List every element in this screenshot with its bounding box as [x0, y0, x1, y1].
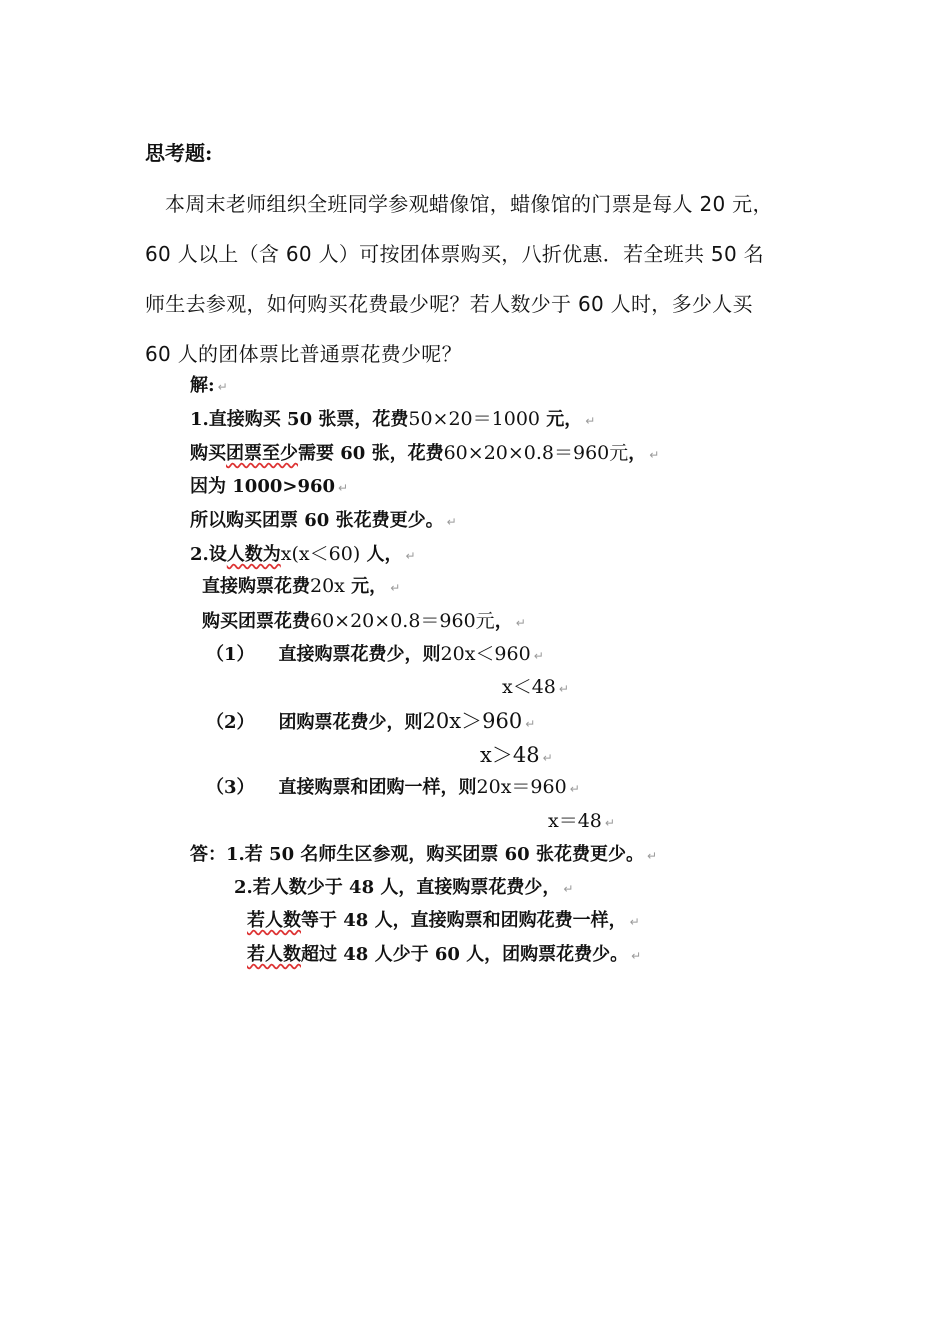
step-tail: 人， — [360, 544, 403, 565]
spellcheck-text: 若人数 — [247, 944, 301, 965]
answer-text: 2.若人数少于 48 人，直接购票花费少， — [234, 877, 561, 898]
case-math: 20x＜960 — [440, 643, 531, 665]
problem-line-4: 60 人的团体票比普通票花费少呢？ — [145, 342, 462, 366]
case-text: 直接购票和团购一样，则 — [278, 777, 477, 798]
step-text: 购买 — [190, 443, 226, 464]
step-text: 1.直接购买 50 张票，花费 — [190, 409, 409, 430]
step-math: 60×20×0.8＝960元 — [443, 442, 629, 464]
case-1 — [206, 639, 544, 666]
paragraph-mark: ↵ — [533, 649, 544, 663]
case-3 — [206, 772, 580, 799]
case-math: 20x＞960 — [422, 709, 523, 733]
step-text: 所以购买团票 60 张花费更少。 — [190, 510, 444, 531]
case-label: （1） — [206, 644, 255, 665]
solution-step-1b — [190, 438, 659, 465]
step-tail: ， — [628, 443, 647, 464]
case-text: 团购票花费少，则 — [278, 712, 423, 733]
spellcheck-text: 人数为 — [226, 544, 281, 565]
step-text: 需要 60 张，花费 — [298, 443, 444, 464]
paragraph-mark: ↵ — [563, 882, 574, 896]
step-math: 60×20×0.8＝960元 — [310, 610, 495, 632]
paragraph-mark: ↵ — [515, 616, 526, 630]
answer-text: 等于 48 人，直接购票和团购花费一样， — [301, 910, 627, 931]
step-tail: ， — [494, 611, 513, 632]
case-result-math: x＞48 — [480, 743, 540, 767]
spellcheck-text: 团票至少 — [226, 443, 298, 464]
step-text: 购买团票花费 — [202, 611, 310, 632]
paragraph-mark: ↵ — [390, 581, 401, 595]
answer-line-4 — [247, 940, 641, 966]
problem-line-1: 本周末老师组织全班同学参观蜡像馆，蜡像馆的门票是每人 20 元， — [165, 192, 773, 216]
case-result-math: x＝48 — [548, 810, 602, 832]
paragraph-mark: ↵ — [646, 849, 658, 863]
solution-step-1c — [190, 472, 348, 498]
case-label: （3） — [206, 777, 255, 798]
step-text: 直接购票花费 — [202, 576, 310, 597]
case-1-result — [502, 672, 569, 699]
step-tail: 元， — [540, 409, 583, 430]
answer-line-2 — [234, 873, 573, 899]
paragraph-mark: ↵ — [631, 949, 642, 963]
spellcheck-text: 若人数 — [247, 910, 301, 931]
case-2 — [206, 705, 535, 735]
case-label: （2） — [206, 712, 255, 733]
case-result-math: x＜48 — [502, 676, 556, 698]
solution-step-1d — [190, 506, 457, 532]
solution-header-text: 解: — [190, 375, 215, 396]
paragraph-mark: ↵ — [558, 682, 569, 696]
answer-line-1 — [190, 840, 657, 866]
case-3-result — [548, 806, 615, 833]
step-text: 2.设 — [190, 544, 227, 565]
step-math: 50×20＝1000 — [408, 408, 541, 430]
paragraph-mark: ↵ — [569, 782, 580, 796]
paragraph-mark: ↵ — [446, 515, 457, 529]
paragraph-mark: ↵ — [649, 448, 660, 462]
problem-line-3: 师生去参观，如何购买花费最少呢？若人数少于 60 人时，多少人买 — [145, 292, 753, 316]
solution-step-2 — [190, 539, 416, 566]
step-math: 20x — [310, 575, 345, 597]
paragraph-mark: ↵ — [217, 380, 228, 394]
answer-text: 超过 48 人少于 60 人，团购票花费少。 — [301, 944, 629, 965]
answer-line-3 — [247, 906, 640, 932]
problem-line-2: 60 人以上（含 60 人）可按团体票购买，八折优惠．若全班共 50 名 — [145, 242, 764, 266]
case-text: 直接购票花费少，则 — [278, 644, 441, 665]
case-2-result — [480, 739, 553, 769]
step-math: x(x＜60) — [280, 543, 361, 565]
solution-header — [190, 371, 228, 397]
solution-step-2b — [202, 606, 526, 633]
solution-step-2a — [202, 572, 400, 598]
case-math: 20x＝960 — [476, 776, 567, 798]
step-tail: 元， — [344, 576, 388, 597]
paragraph-mark: ↵ — [405, 549, 416, 563]
answer-text: 答：1.若 50 名师生区参观，购买团票 60 张花费更少。 — [190, 844, 644, 865]
paragraph-mark: ↵ — [542, 751, 553, 765]
paragraph-mark: ↵ — [585, 414, 596, 428]
solution-step-1a — [190, 404, 595, 431]
paragraph-mark: ↵ — [604, 816, 615, 830]
paragraph-mark: ↵ — [525, 717, 536, 731]
paragraph-mark: ↵ — [629, 915, 640, 929]
step-text: 因为 1000>960 — [190, 476, 336, 497]
page-title: 思考题: — [145, 141, 213, 165]
paragraph-mark: ↵ — [338, 481, 349, 495]
